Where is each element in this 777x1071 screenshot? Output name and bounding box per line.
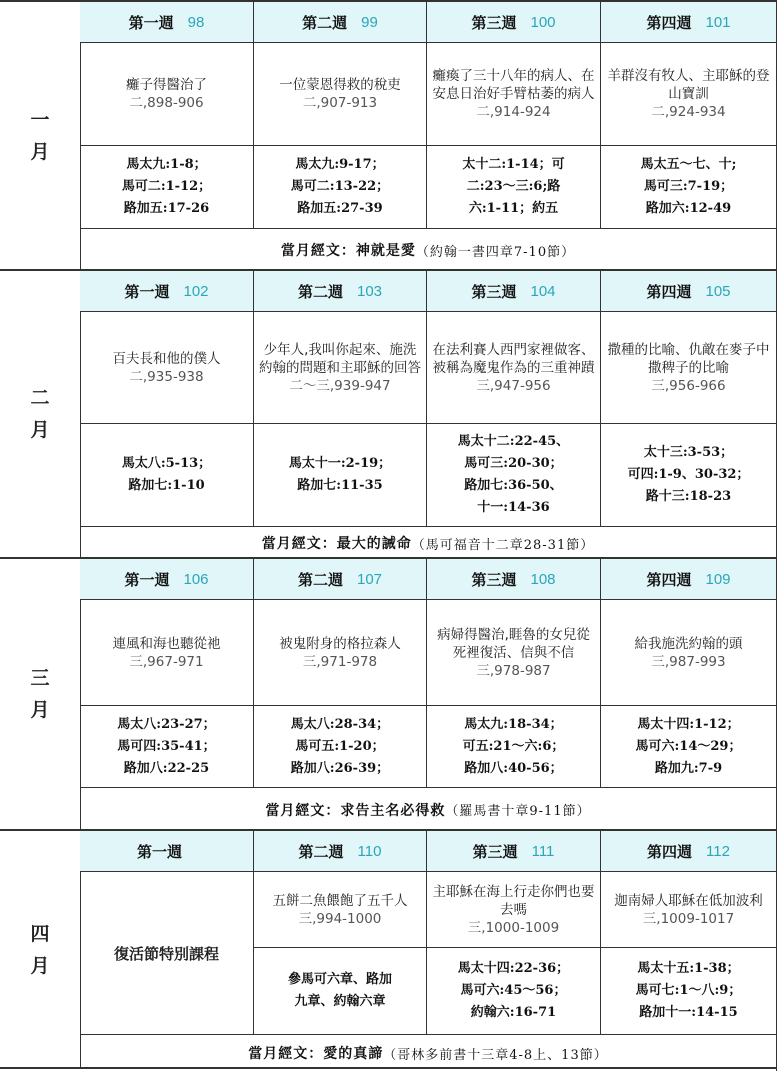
- verse-reference: （馬可福音十二章28-31節）: [411, 537, 595, 553]
- week-header: [601, 831, 777, 872]
- lesson-topic: [601, 312, 777, 424]
- week-header: [601, 559, 777, 600]
- week-name: 第三週: [471, 13, 517, 32]
- month-label: [0, 271, 81, 557]
- scripture-refs: [601, 706, 777, 788]
- lesson-title: 主耶穌在海上行走你們也要去嗎: [432, 883, 595, 918]
- lesson-number: 98: [187, 13, 205, 31]
- lesson-topic: [80, 312, 254, 424]
- scripture-refs-text: 馬太八:28-34； 馬可五:1-20； 路加八:26-39；: [290, 716, 390, 776]
- week-name: 第二週: [302, 13, 348, 32]
- lesson-title: 被鬼附身的格拉森人: [279, 635, 401, 652]
- lesson-title: 五餅二魚餵飽了五千人: [272, 892, 408, 909]
- lesson-topic: [254, 312, 427, 424]
- lesson-number: 107: [356, 570, 383, 588]
- scripture-refs: [80, 424, 254, 527]
- lesson-title: 一位蒙恩得救的稅吏: [279, 77, 401, 93]
- month-label-text: 三月: [30, 667, 50, 721]
- scripture-refs-text: 馬太五～七、十; 馬可三:7-19； 路加六:12-49: [640, 157, 737, 216]
- week-name: 第四週: [646, 13, 692, 32]
- scripture-refs-text: 太十三:3-53； 可四:1-9、30-32； 路十三:18-23: [627, 445, 750, 504]
- lesson-topic: [601, 600, 777, 706]
- lesson-pages: 三,947-956: [476, 377, 551, 394]
- month-label: [0, 831, 81, 1069]
- lesson-number: 111: [531, 842, 555, 860]
- lesson-number: 112: [706, 842, 730, 860]
- lesson-title: 百夫長和他的僕人: [112, 350, 221, 367]
- lesson-title: 連風和海也聽從祂: [112, 635, 221, 652]
- month-block: [0, 557, 777, 829]
- verse-text: 愛的真諦: [323, 1046, 384, 1062]
- scripture-refs: [601, 146, 777, 229]
- lesson-title: 病婦得醫治,睚魯的女兒從死裡復活、信與不信: [437, 626, 590, 661]
- scripture-refs: [427, 146, 601, 229]
- month-block: [0, 829, 777, 1069]
- scripture-refs-text: 馬太九:1-8； 馬可二:1-12； 路加五:17-26: [121, 157, 212, 216]
- week-header: [427, 831, 601, 872]
- lesson-title: 癱子得醫治了: [126, 77, 207, 93]
- lesson-pages: 三,967-971: [129, 653, 204, 670]
- week-header: [80, 559, 254, 600]
- lesson-topic: [427, 43, 601, 146]
- month-label-text: 二月: [30, 387, 50, 441]
- week-header: [254, 271, 427, 312]
- scripture-refs: [427, 948, 601, 1035]
- scripture-refs-text: 馬太十二:22-45、 馬可三:20-30； 路加七:36-50、 十一:14-36: [457, 434, 570, 515]
- scripture-refs-text: 馬太十四:1-12； 馬可六:14～29； 路加九:7-9: [635, 716, 742, 776]
- verse-text: 求告主名必得救: [340, 802, 446, 819]
- scripture-refs-text: 馬太十一:2-19； 路加七:11-35: [288, 456, 392, 493]
- lesson-topic: [427, 312, 601, 424]
- lesson-number: 109: [705, 570, 731, 588]
- lesson-pages: 二,898-906: [129, 95, 204, 111]
- scripture-refs-text: 馬太十五:1-38； 馬可七:1～八:9； 路加十一:14-15: [635, 961, 742, 1020]
- lesson-number: 106: [183, 570, 209, 588]
- scripture-refs-text: 馬太八:5-13； 路加七:1-10: [121, 456, 212, 493]
- monthly-verse: [80, 1035, 777, 1071]
- monthly-verse: [80, 788, 777, 831]
- verse-label: 當月經文：: [261, 536, 337, 552]
- scripture-refs: [254, 424, 427, 527]
- scripture-refs: [254, 948, 427, 1035]
- week-header: [427, 559, 601, 600]
- lesson-number: 102: [183, 282, 209, 300]
- lesson-pages: 二,907-913: [302, 95, 378, 111]
- verse-reference: （哥林多前書十三章4-8上、13節）: [383, 1047, 608, 1063]
- scripture-refs: [80, 706, 254, 788]
- lesson-topic: [427, 600, 601, 706]
- verse-reference: （約翰一書四章7-10節）: [415, 244, 576, 260]
- week-name: 第四週: [646, 570, 692, 589]
- scripture-refs: [254, 146, 427, 229]
- special-course: [80, 872, 254, 1035]
- scripture-refs-text: 馬太八:23-27； 馬可四:35-41； 路加八:22-25: [117, 716, 216, 776]
- scripture-refs: [427, 706, 601, 788]
- week-name: 第一週: [124, 282, 170, 301]
- verse-text: 神就是愛: [355, 243, 416, 259]
- lesson-topic: [254, 43, 427, 146]
- verse-label: 當月經文：: [265, 802, 341, 819]
- week-header: [80, 2, 254, 43]
- lesson-pages: 三,994-1000: [298, 910, 382, 927]
- lesson-title: 癱瘓了三十八年的病人、在安息日治好手臂枯萎的病人: [432, 68, 595, 102]
- lesson-pages: 三,1000-1009: [467, 919, 560, 936]
- monthly-verse: [80, 527, 777, 559]
- week-header: [80, 271, 254, 312]
- week-header: [601, 271, 777, 312]
- month-grid: [80, 831, 777, 1071]
- lesson-topic: [601, 872, 777, 948]
- scripture-refs: [601, 424, 777, 527]
- verse-label: 當月經文：: [248, 1046, 324, 1062]
- week-header: [80, 831, 254, 872]
- month-block: [0, 0, 777, 269]
- lesson-number: 105: [705, 282, 731, 300]
- scripture-refs-text: 太十二:1-14；可 二:23～三:6;路 六:1-11；約五: [462, 157, 565, 216]
- month-label-text: 一月: [30, 108, 50, 163]
- week-name: 第二週: [298, 842, 344, 861]
- lesson-number: 104: [530, 282, 556, 300]
- week-header: [254, 559, 427, 600]
- scripture-refs-text: 馬太十四:22-36； 馬可六:45～56； 約翰六:16-71: [457, 961, 570, 1020]
- lesson-number: 108: [530, 570, 556, 588]
- scripture-refs: [80, 146, 254, 229]
- week-name: 第三週: [471, 282, 517, 301]
- lesson-number: 101: [705, 13, 731, 31]
- lesson-topic: [80, 600, 254, 706]
- lesson-pages: 二～三,939-947: [289, 377, 391, 394]
- scripture-refs-text: 馬太九:18-34； 可五:21～六:6； 路加八:40-56；: [462, 716, 565, 776]
- lesson-number: 103: [356, 282, 383, 300]
- week-header: [254, 831, 427, 872]
- month-block: [0, 269, 777, 557]
- week-header: [254, 2, 427, 43]
- lesson-topic: [601, 43, 777, 146]
- week-name: 第一週: [136, 842, 182, 861]
- month-grid: [80, 559, 777, 831]
- week-header: [601, 2, 777, 43]
- week-name: 第三週: [471, 570, 517, 589]
- month-label: [0, 2, 81, 269]
- lesson-topic: [427, 872, 601, 948]
- special-course-label: 復活節特別課程: [113, 944, 219, 963]
- verse-label: 當月經文：: [280, 243, 356, 259]
- lesson-title: 迦南婦人耶穌在低加波利: [614, 892, 763, 909]
- month-label-text: 四月: [30, 923, 50, 977]
- lesson-title: 在法利賽人西門家裡做客、被稱為魔鬼作為的三重神蹟: [432, 341, 595, 376]
- lesson-number: 100: [530, 13, 556, 31]
- week-name: 第二週: [297, 570, 343, 589]
- lesson-pages: 三,978-987: [476, 662, 551, 679]
- month-grid: [80, 271, 777, 559]
- week-name: 第一週: [128, 13, 174, 32]
- lesson-topic: [80, 43, 254, 146]
- scripture-refs: [254, 706, 427, 788]
- week-name: 第一週: [124, 570, 170, 589]
- week-name: 第二週: [297, 282, 343, 301]
- month-grid: [80, 2, 777, 271]
- lesson-title: 少年人,我叫你起來、施洗約翰的問題和主耶穌的回答: [259, 341, 421, 376]
- scripture-refs: [427, 424, 601, 527]
- scripture-refs-text: 馬太九:9-17； 馬可二:13-22； 路加五:27-39: [290, 157, 390, 216]
- verse-reference: （羅馬書十章9-11節）: [445, 804, 591, 819]
- lesson-pages: 二,935-938: [129, 368, 204, 385]
- lesson-pages: 二,924-934: [651, 104, 726, 120]
- lesson-pages: 三,987-993: [651, 653, 726, 670]
- lesson-pages: 二,914-924: [476, 104, 551, 120]
- lesson-pages: 三,1009-1017: [642, 910, 735, 927]
- scripture-refs-text: 參馬可六章、路加 九章、約翰六章: [287, 972, 392, 1009]
- lesson-title: 羊群沒有牧人、主耶穌的登山寶訓: [607, 68, 770, 102]
- monthly-verse: [80, 229, 777, 271]
- lesson-pages: 三,956-966: [651, 377, 726, 394]
- week-name: 第四週: [647, 842, 693, 861]
- month-label: [0, 559, 81, 829]
- week-name: 第三週: [472, 842, 518, 861]
- week-header: [427, 2, 601, 43]
- lesson-topic: [254, 600, 427, 706]
- lesson-title: 給我施洗約翰的頭: [634, 635, 743, 652]
- lesson-topic: [254, 872, 427, 948]
- verse-text: 最大的誡命: [336, 536, 412, 552]
- week-name: 第四週: [646, 282, 692, 301]
- lesson-pages: 三,971-978: [302, 653, 378, 670]
- lesson-title: 撒種的比喻、仇敵在麥子中撒稗子的比喻: [607, 341, 770, 376]
- week-header: [427, 271, 601, 312]
- lesson-number: 110: [357, 842, 382, 860]
- scripture-refs: [601, 948, 777, 1035]
- lesson-number: 99: [361, 13, 378, 31]
